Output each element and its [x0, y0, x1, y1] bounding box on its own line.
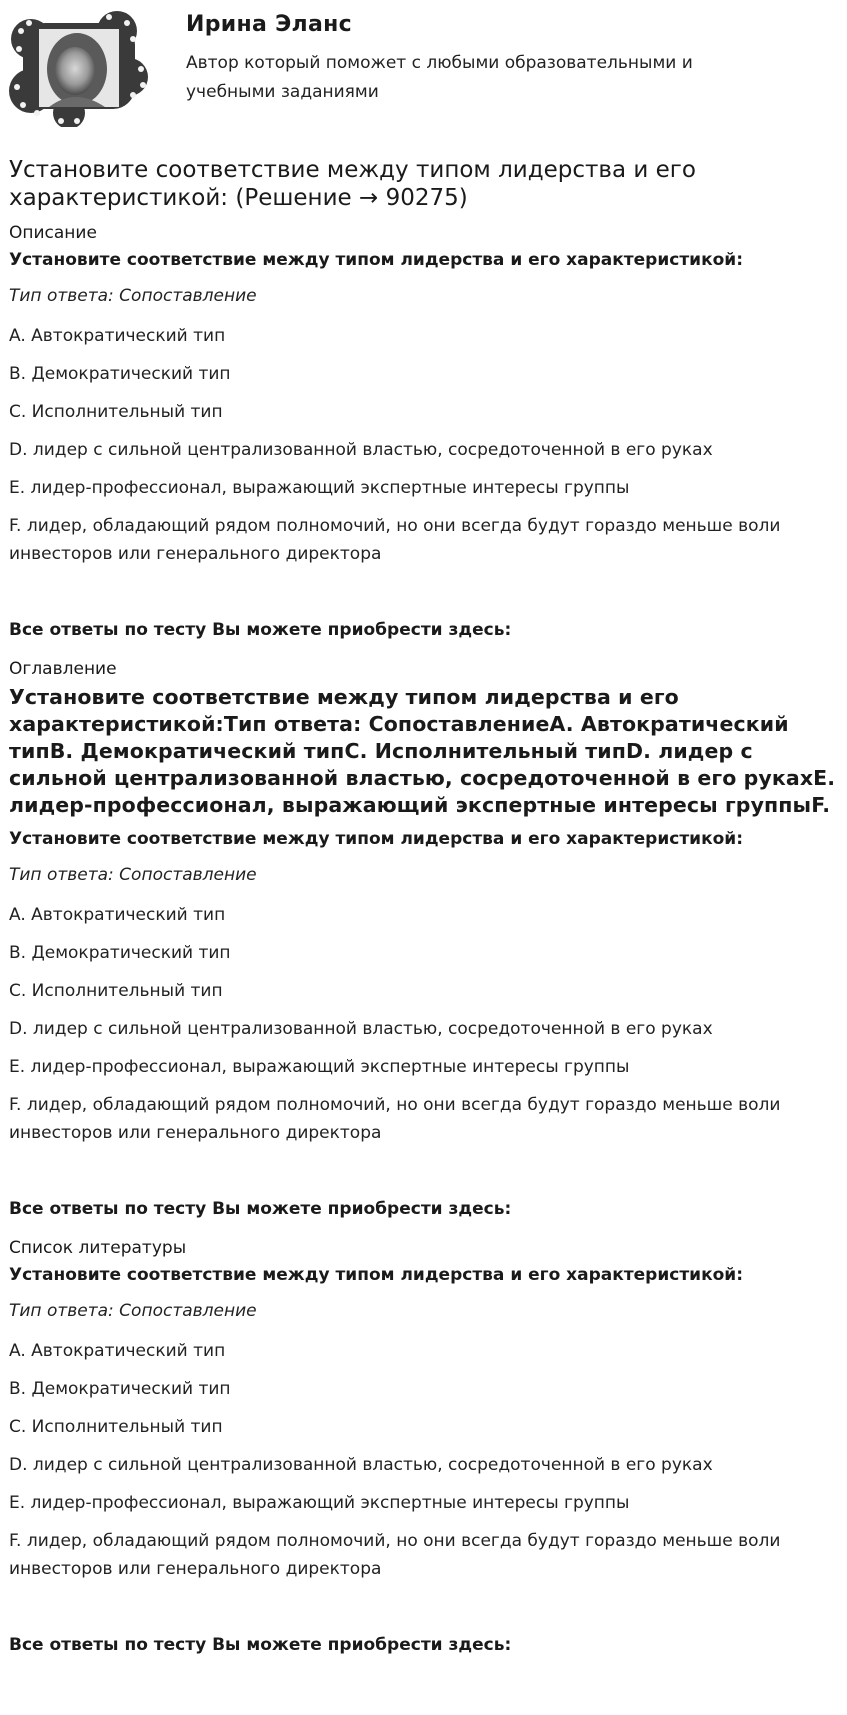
option-d: D. лидер с сильной централизованной властью, сосредоточенной в его руках [9, 1455, 713, 1475]
buy-link-text[interactable]: Все ответы по тесту Вы можете приобрести здесь: [9, 1635, 512, 1655]
answer-type: Тип ответа: Сопоставление [9, 286, 257, 306]
section-label: Список литературы [9, 1238, 187, 1258]
option-e: E. лидер-профессионал, выражающий экспертные интересы группы [9, 1057, 630, 1077]
option-c: C. Исполнительный тип [9, 981, 223, 1001]
section-description [9, 221, 839, 642]
option-f: F. лидер, обладающий рядом полномочий, но они всегда будут гораздо меньше воли инвесторов или генерального директора [9, 516, 781, 564]
option-a: A. Автократический тип [9, 326, 226, 346]
option-b: B. Демократический тип [9, 364, 231, 384]
option-a: A. Автократический тип [9, 905, 226, 925]
contents-heading: Установите соответствие между типом лидерства и его характеристикой:Тип ответа: СопоставлениеA. Автократический типB. Демократический типC. Исполнительный типD. лидер с сильной централизованной властью, сосредоточенной в его рукахE. лидер-профессионал, выражающий экспертные интересы группыF. [9, 685, 836, 817]
option-c: C. Исполнительный тип [9, 1417, 223, 1437]
option-e: E. лидер-профессионал, выражающий экспертные интересы группы [9, 478, 630, 498]
page-title: Установите соответствие между типом лидерства и его характеристикой: (Решение → 90275) [9, 157, 696, 211]
section-label: Описание [9, 223, 97, 243]
section-contents [9, 657, 839, 1221]
section-references [9, 1236, 839, 1657]
option-b: B. Демократический тип [9, 943, 231, 963]
author-info [186, 8, 786, 107]
option-b: B. Демократический тип [9, 1379, 231, 1399]
section-label: Оглавление [9, 659, 117, 679]
option-a: A. Автократический тип [9, 1341, 226, 1361]
answer-type: Тип ответа: Сопоставление [9, 865, 257, 885]
option-d: D. лидер с сильной централизованной властью, сосредоточенной в его руках [9, 440, 713, 460]
answer-type: Тип ответа: Сопоставление [9, 1301, 257, 1321]
film-reel-photo-frame [9, 9, 149, 127]
author-name[interactable]: Ирина Эланс [186, 12, 352, 37]
question-text: Установите соответствие между типом лидерства и его характеристикой: [9, 250, 744, 270]
option-f: F. лидер, обладающий рядом полномочий, но они всегда будут гораздо меньше воли инвесторов или генерального директора [9, 1095, 781, 1143]
option-d: D. лидер с сильной централизованной властью, сосредоточенной в его руках [9, 1019, 713, 1039]
author-description: Автор который поможет с любыми образовательными и учебными заданиями [186, 53, 693, 102]
option-e: E. лидер-профессионал, выражающий экспертные интересы группы [9, 1493, 630, 1513]
author-avatar[interactable] [9, 9, 149, 127]
option-f: F. лидер, обладающий рядом полномочий, но они всегда будут гораздо меньше воли инвесторов или генерального директора [9, 1531, 781, 1579]
option-c: C. Исполнительный тип [9, 402, 223, 422]
author-header [9, 8, 839, 138]
question-text: Установите соответствие между типом лидерства и его характеристикой: [9, 1265, 744, 1285]
buy-link-text[interactable]: Все ответы по тесту Вы можете приобрести здесь: [9, 1199, 512, 1219]
buy-link-text[interactable]: Все ответы по тесту Вы можете приобрести здесь: [9, 620, 512, 640]
question-text: Установите соответствие между типом лидерства и его характеристикой: [9, 829, 744, 849]
